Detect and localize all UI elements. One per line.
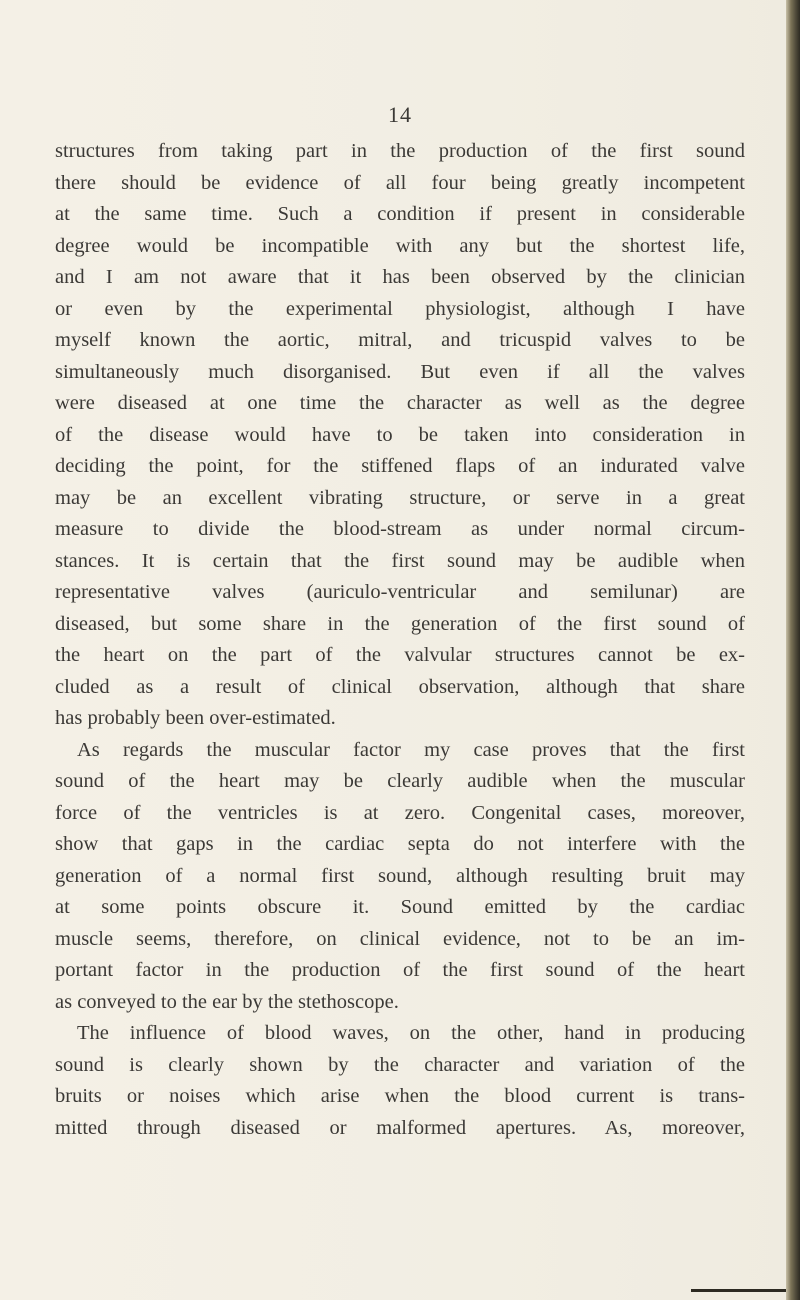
text-line: muscle seems, therefore, on clinical evidence, not to be an im- xyxy=(55,927,745,950)
text-line: sound of the heart may be clearly audible when the muscular xyxy=(55,770,745,792)
text-line: as conveyed to the ear by the stethoscope. xyxy=(55,990,399,1013)
text-line: simultaneously much disorganised. But even if all the valves xyxy=(55,360,745,383)
text-line: at the same time. Such a condition if present in considerable xyxy=(55,203,745,225)
text-line: sound is clearly shown by the character and variation of the xyxy=(55,1053,745,1076)
text-line: measure to divide the blood-stream as under normal circum- xyxy=(55,518,745,540)
text-line: As regards the muscular factor my case proves that the first xyxy=(77,738,745,761)
bottom-edge-shadow xyxy=(691,1289,786,1292)
text-line: show that gaps in the cardiac septa do not interfere with the xyxy=(55,833,745,855)
text-line: mitted through diseased or malformed apertures. As, moreover, xyxy=(55,1116,745,1139)
text-line: degree would be incompatible with any but the shortest life, xyxy=(55,234,745,257)
text-line: deciding the point, for the stiffened flaps of an indurated valve xyxy=(55,455,745,477)
text-line: cluded as a result of clinical observation, although that share xyxy=(55,675,745,698)
page-number: 14 xyxy=(388,102,412,127)
text-line: and I am not aware that it has been observed by the clinician xyxy=(55,266,745,288)
text-line: there should be evidence of all four being greatly incompetent xyxy=(55,171,745,194)
text-line: or even by the experimental physiologist, although I have xyxy=(55,297,745,320)
text-line: diseased, but some share in the generation of the first sound of xyxy=(55,612,745,635)
text-line: structures from taking part in the production of the first sound xyxy=(55,140,745,162)
text-line: at some points obscure it. Sound emitted by the cardiac xyxy=(55,896,745,918)
page-edge-shadow xyxy=(786,0,800,1300)
text-line: representative valves (auriculo-ventricular and semilunar) are xyxy=(55,581,745,603)
text-line: the heart on the part of the valvular structures cannot be ex- xyxy=(55,644,745,666)
text-line: were diseased at one time the character as well as the degree xyxy=(55,392,745,414)
text-line: myself known the aortic, mitral, and tricuspid valves to be xyxy=(55,329,745,351)
text-line: force of the ventricles is at zero. Congenital cases, moreover, xyxy=(55,801,745,824)
text-line: has probably been over-estimated. xyxy=(55,707,336,729)
text-line: of the disease would have to be taken into consideration in xyxy=(55,423,745,446)
text-line: The influence of blood waves, on the other, hand in producing xyxy=(77,1022,745,1044)
text-line: may be an excellent vibrating structure, or serve in a great xyxy=(55,486,745,509)
text-line: bruits or noises which arise when the blood current is trans- xyxy=(55,1085,745,1107)
text-line: stances. It is certain that the first sound may be audible when xyxy=(55,549,745,572)
body-text xyxy=(55,136,745,1144)
text-line: generation of a normal first sound, although resulting bruit may xyxy=(55,864,745,887)
text-line: portant factor in the production of the first sound of the heart xyxy=(55,959,745,981)
